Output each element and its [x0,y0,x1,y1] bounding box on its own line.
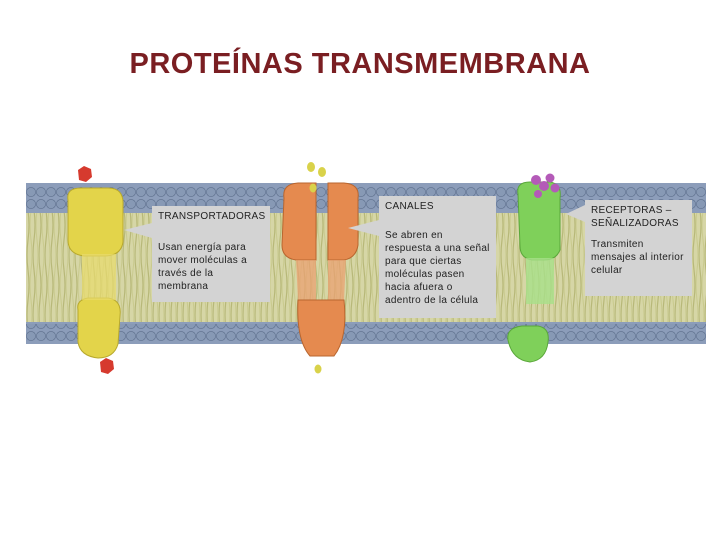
receptors-callout [585,200,692,296]
page-title: PROTEÍNAS TRANSMEMBRANA [129,48,591,80]
receptors-description: Transmiten mensajes al interior celular [591,239,684,276]
solute-molecule-bottom [100,358,114,374]
transporters-description: Usan energía para mover moléculas a través de la membrana [158,242,248,292]
ligand-molecule-3 [310,184,317,193]
ligand-molecule-4 [315,365,322,374]
transporters-heading: TRANSPORTADORAS [158,211,266,222]
ligand-molecule-2 [318,167,326,177]
transporters-callout [152,206,270,302]
solute-molecule-top [78,166,92,182]
channels-description: Se abren en respuesta a una señal para que ciertas moléculas pasen hacia afuera o adentro de la célula [385,230,490,306]
channels-heading: CANALES [385,201,434,212]
receptors-heading: RECEPTORAS – SEÑALIZADORAS [591,205,679,229]
ligand-molecule-1 [307,162,315,172]
channels-callout [379,196,496,318]
